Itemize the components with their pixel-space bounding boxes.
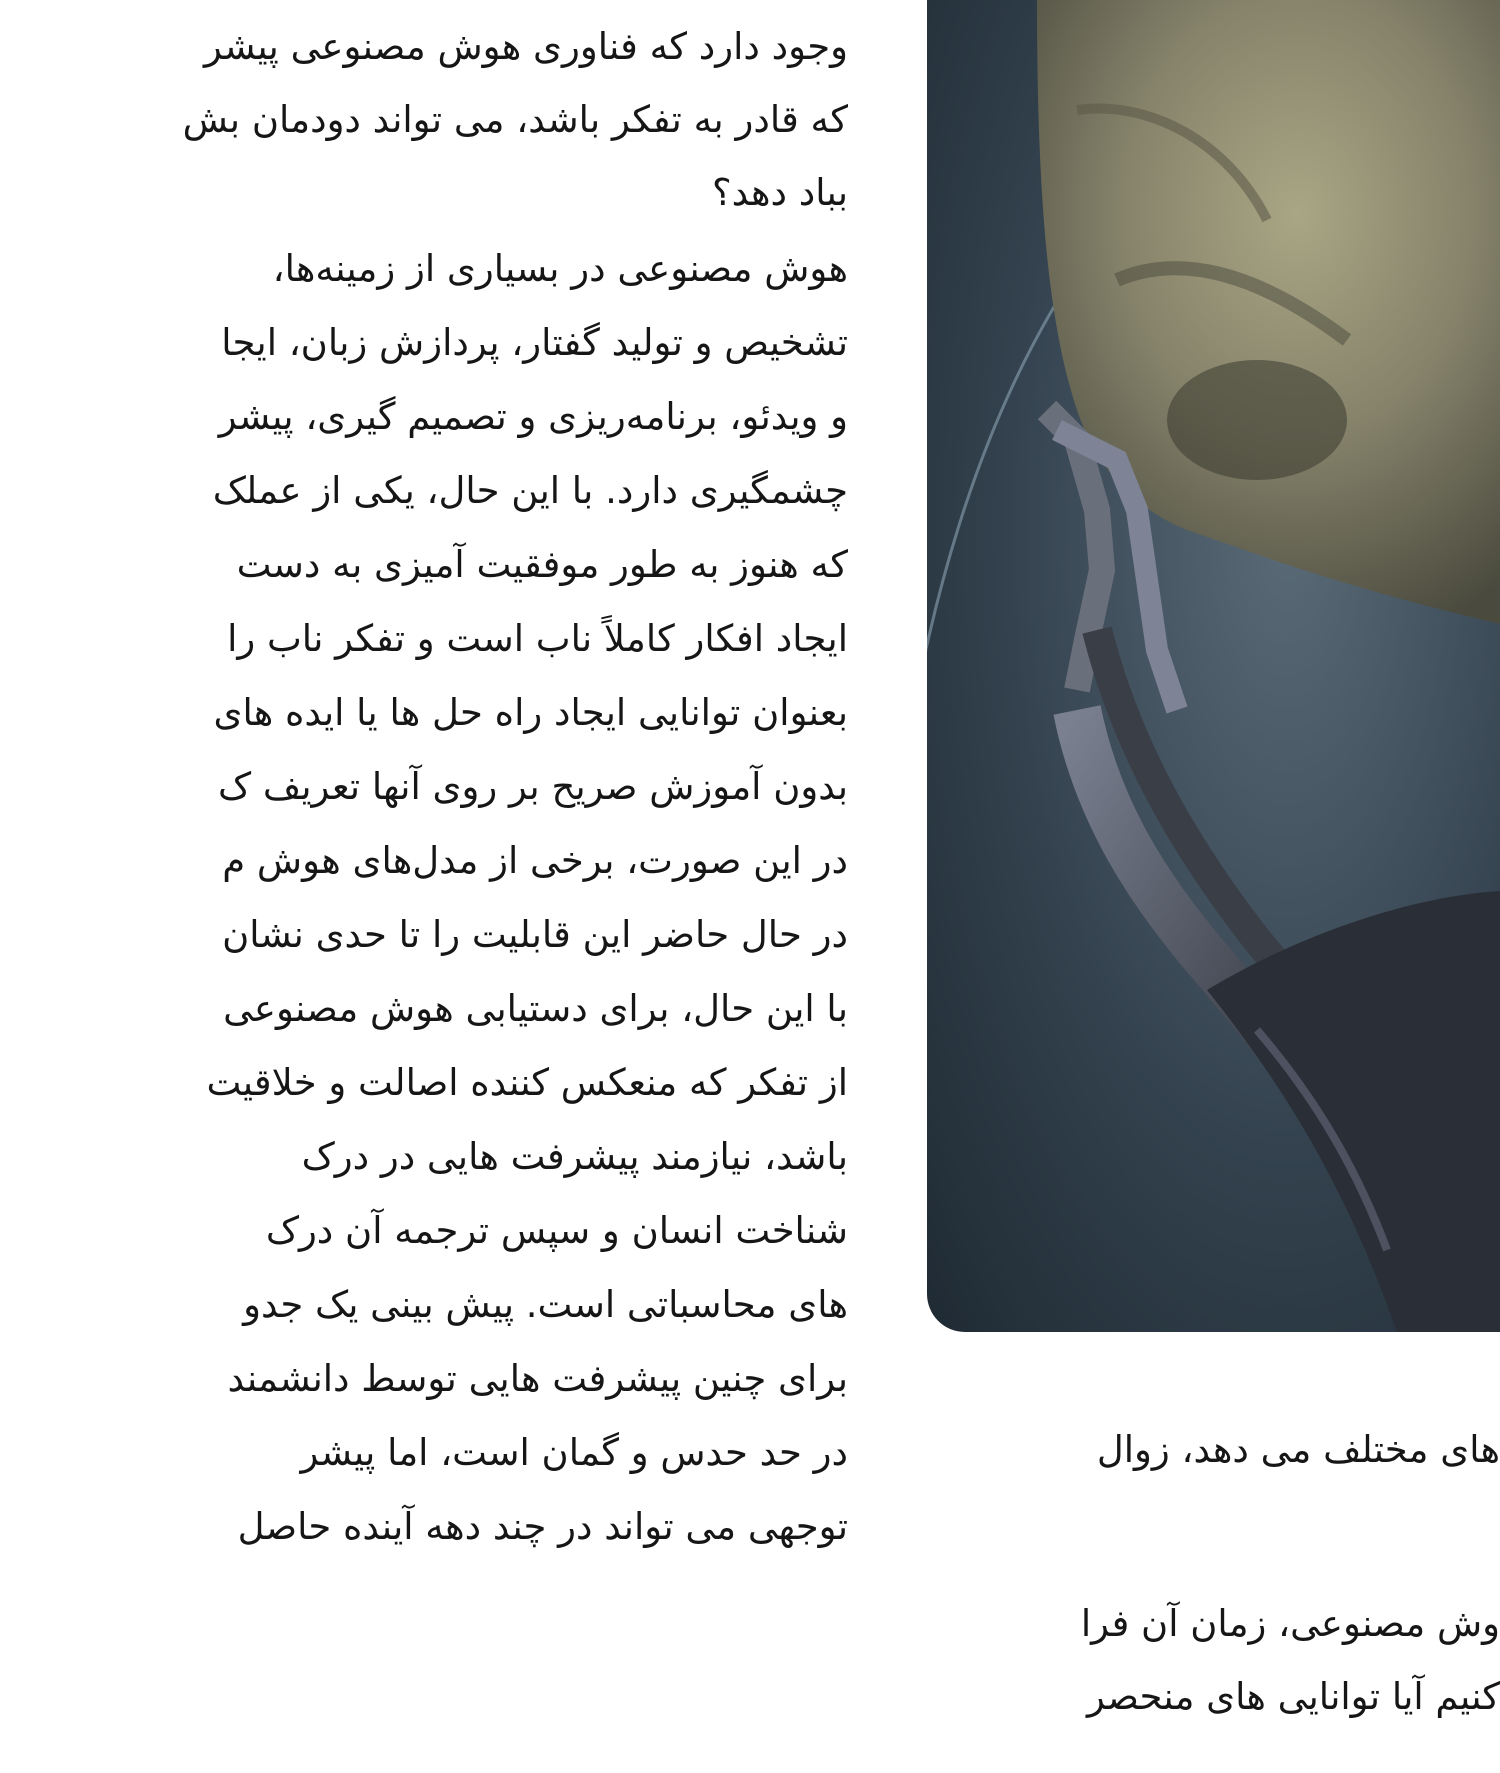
text-line: کنیم آیا توانایی های منحصر (1087, 1675, 1500, 1718)
text-line: از تفکر که منعکس کننده اصالت و خلاقیت (206, 1061, 848, 1104)
text-line: با این حال، برای دستیابی هوش مصنوعی (223, 987, 848, 1030)
text-line: وش مصنوعی، زمان آن فرا (1080, 1602, 1500, 1645)
text-line: هوش مصنوعی در بسیاری از زمینه‌ها، (272, 247, 848, 290)
text-line: در این صورت، برخی از مدل‌های هوش م (222, 839, 848, 882)
text-line: برای چنین پیشرفت هایی توسط دانشمند (227, 1357, 848, 1400)
text-line: بباد دهد؟ (711, 171, 848, 214)
text-line: تشخیص و تولید گفتار، پردازش زبان، ایجا (221, 321, 848, 364)
text-line: بدون آموزش صریح بر روی آنها تعریف ک (218, 765, 848, 808)
text-line: که هنوز به طور موفقیت آمیزی به دست (236, 543, 848, 586)
text-line: که قادر به تفکر باشد، می تواند دودمان بش (182, 98, 848, 141)
text-line: چشمگیری دارد. با این حال، یکی از عملک (212, 469, 848, 512)
right-text-column (927, 0, 1500, 1773)
text-line: ایجاد افکار کاملاً ناب است و تفکر ناب را (227, 617, 848, 660)
text-line: باشد، نیازمند پیشرفت هایی در درک (301, 1135, 848, 1178)
text-line: های مختلف می دهد، زوال (1096, 1428, 1500, 1471)
text-line: شناخت انسان و سپس ترجمه آن درک (265, 1209, 848, 1252)
text-line: های محاسباتی است. پیش بینی یک جدو (243, 1283, 848, 1326)
text-line: و ویدئو، برنامه‌ریزی و تصمیم گیری، پیشر (218, 395, 848, 438)
text-line: در حال حاضر این قابلیت را تا حدی نشان (222, 913, 848, 956)
text-line: در حد حدس و گمان است، اما پیشر (300, 1431, 848, 1474)
text-line: بعنوان توانایی ایجاد راه حل ها یا ایده های (213, 691, 848, 734)
text-line: وجود دارد که فناوری هوش مصنوعی پیشر (203, 25, 848, 68)
text-line: توجهی می تواند در چند دهه آینده حاصل (237, 1505, 848, 1548)
